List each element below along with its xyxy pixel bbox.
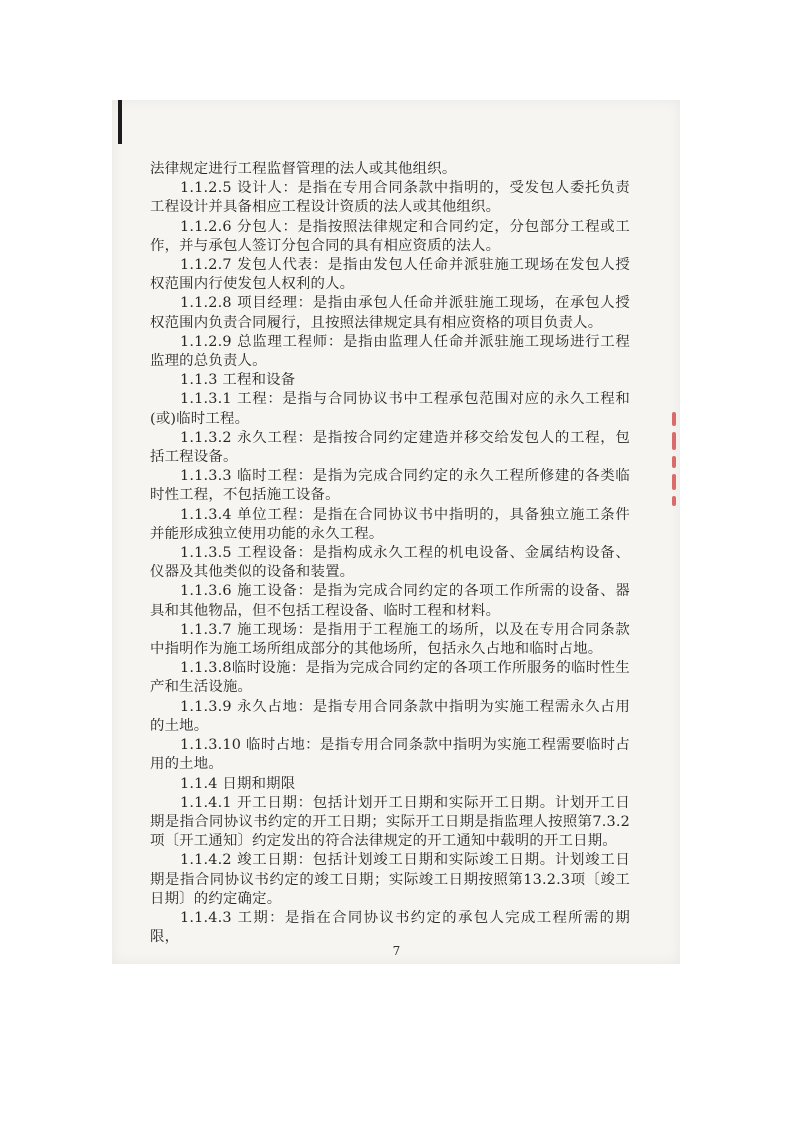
page-number: 7 [392, 944, 401, 958]
scan-edge-mark [118, 100, 122, 144]
paragraph: 1.1.3.8临时设施：是指为完成合同约定的各项工作所服务的临时性生产和生活设施。 [150, 660, 630, 696]
paragraph: 1.1.3.7 施工现场：是指用于工程施工的场所，以及在专用合同条款中指明作为施工场所组成部分的其他场所，包括永久占地和临时占地。 [150, 621, 630, 658]
paragraph: 1.1.2.9 总监理工程师：是指由监理人任命并派驻施工现场进行工程监理的总负责人。 [150, 333, 630, 370]
paragraph: 1.1.2.7 发包人代表：是指由发包人任命并派驻施工现场在发包人授权范围内行使发包人权利的人。 [150, 257, 630, 293]
paragraph: 1.1.3.9 永久占地：是指专用合同条款中指明为实施工程需永久占用的土地。 [150, 698, 630, 734]
section-heading: 1.1.3 工程和设备 [180, 372, 296, 389]
paragraph: 1.1.3.4 单位工程：是指在合同协议书中指明的，具备独立施工条件并能形成独立使用功能的永久工程。 [150, 506, 630, 542]
paragraph: 1.1.3.5 工程设备：是指构成永久工程的机电设备、金属结构设备、仪器及其他类似的设备和装置。 [150, 545, 630, 581]
paragraph: 1.1.3.6 施工设备：是指为完成合同约定的各项工作所需的设备、器具和其他物品，但不包括工程设备、临时工程和材料。 [150, 583, 630, 619]
paragraph: 1.1.4.1 开工日期：包括计划开工日期和实际开工日期。计划开工日期是指合同协议书约定的开工日期；实际开工日期是指监理人按照第7.3.2项〔开工通知〕约定发出的符合法律规定的开工通知中载明的开工日期。 [150, 794, 630, 850]
red-stamp-fragment [672, 412, 676, 506]
paragraph: 1.1.3.10 临时占地：是指专用合同条款中指明为实施工程需要临时占用的土地。 [150, 737, 630, 773]
document-body [150, 160, 630, 947]
paragraph: 1.1.3.2 永久工程：是指按合同约定建造并移交给发包人的工程，包括工程设备。 [150, 429, 630, 466]
paragraph: 1.1.3.3 临时工程：是指为完成合同约定的永久工程所修建的各类临时性工程，不包括施工设备。 [150, 468, 630, 504]
paragraph: 1.1.3.1 工程：是指与合同协议书中工程承包范围对应的永久工程和(或)临时工程。 [150, 391, 630, 427]
paragraph: 1.1.2.8 项目经理：是指由承包人任命并派驻施工现场，在承包人授权范围内负责合同履行，且按照法律规定具有相应资格的项目负责人。 [150, 295, 630, 331]
paragraph: 1.1.4.3 工期：是指在合同协议书约定的承包人完成工程所需的期限， [150, 909, 630, 946]
paragraph: 1.1.4.2 竣工日期：包括计划竣工日期和实际竣工日期。计划竣工日期是指合同协议书约定的竣工日期；实际竣工日期按照第13.2.3项〔竣工日期〕的约定确定。 [150, 852, 630, 907]
paragraph: 法律规定进行工程监督管理的法人或其他组织。 [150, 161, 457, 177]
paragraph: 1.1.2.5 设计人：是指在专用合同条款中指明的，受发包人委托负责工程设计并具备相应工程设计资质的法人或其他组织。 [150, 180, 630, 216]
paragraph: 1.1.2.6 分包人：是指按照法律规定和合同约定，分包部分工程或工作，并与承包人签订分包合同的具有相应资质的法人。 [150, 218, 630, 254]
section-heading: 1.1.4 日期和期限 [180, 775, 296, 792]
